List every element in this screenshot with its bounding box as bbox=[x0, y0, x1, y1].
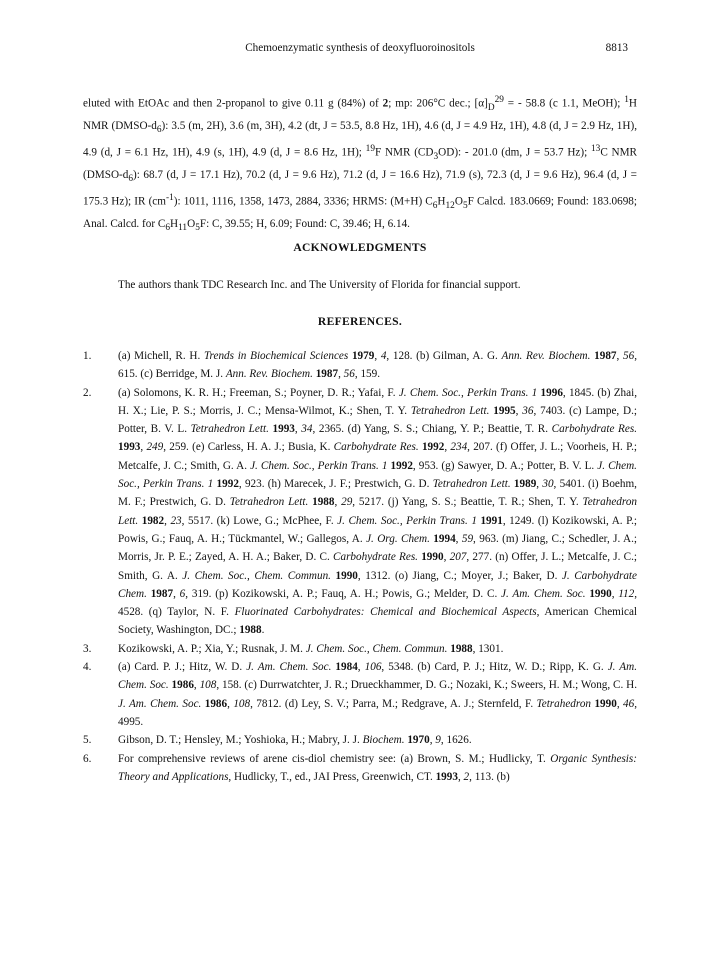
page-number: 8813 bbox=[605, 42, 628, 54]
reference-number: 3. bbox=[83, 642, 92, 655]
reference-text: Gibson, D. T.; Hensley, M.; Yoshioka, H.; Mabry, J. J. Biochem. 1970, 9, 1626. bbox=[118, 734, 472, 747]
reference-item bbox=[83, 347, 637, 384]
reference-item bbox=[83, 384, 637, 640]
reference-text: (a) Solomons, K. R. H.; Freeman, S.; Poyner, D. R.; Yafai, F. J. Chem. Soc., Perkin Trans. 1 1996, 1845. (b) Zhai, H. X.; Lie, P. S.; Morris, J. C.; Mensa-Wilmot, K.; Shen, T. Y. Tetrahedron Lett. 1995, 36, 7403. (c) Lampe, D.; Potter, B. V. L. Tetrahedron Lett. 1993, 34, 2365. (d) Yang, S. S.; Chiang, Y. P.; Beattie, T. R. Carbohydrate Res. 1993, 249, 259. (e) Carless, H. A. J.; Busia, K. Carbohydrate Res. 1992, 234, 207. (f) Offer, J. L.; Voorheis, H. P.; Metcalfe, J. C.; Smith, G. A. J. Chem. Soc., Perkin Trans. 1 1992, 953. (g) Sawyer, D. A.; Potter, B. V. L. J. Chem. Soc., Perkin Trans. 1 1992, 923. (h) Marecek, J. F.; Prestwich, G. D. Tetrahedron Lett. 1989, 30, 5401. (i) Boehm, M. F.; Prestwich, G. D. Tetrahedron Lett. 1988, 29, 5217. (j) Yang, S. S.; Beattie, T. R.; Shen, T. Y. Tetrahedron Lett. 1982, 23, 5517. (k) Lowe, G.; McPhee, F. J. Chem. Soc., Perkin Trans. 1 1991, 1249. (l) Kozikowski, A. P.; Powis, G.; Fauq, A. H.; Tückmantel, W.; Gallegos, A. J. Org. Chem. 1994, 59, 963. (m) Jiang, C.; Schedler, J. A.; Morris, Jr. P. E.; Zayed, A. H. A.; Baker, D. C. Carbohydrate Res. 1990, 207, 277. (n) Offer, J. L.; Metcalfe, J. C.; Smith, G. A. J. Chem. Soc., Chem. Commun. 1990, 1312. (o) Jiang, C.; Moyer, J.; Baker, D. J. Carbohydrate Chem. 1987, 6, 319. (p) Kozikowski, A. P.; Fauq, A. H.; Powis, G.; Melder, D. C. J. Am. Chem. Soc. 1990, 112, 4528. (q) Taylor, N. F. Fluorinated Carbohydrates: Chemical and Biochemical Aspects, American Chemical Society, Washington, DC.; 1988. bbox=[118, 386, 638, 637]
acknowledgments-text: The authors thank TDC Research Inc. and The University of Florida for financial support. bbox=[118, 279, 521, 291]
reference-text: (a) Card. P. J.; Hitz, W. D. J. Am. Chem. Soc. 1984, 106, 5348. (b) Card, P. J.; Hitz, W. D.; Ripp, K. G. J. Am. Chem. Soc. 1986, 108, 158. (c) Durrwatchter, J. R.; Drueckhammer, D. G.; Nozaki, K.; Sweers, H. M.; Wong, C. H. J. Am. Chem. Soc. 1986, 108, 7812. (d) Ley, S. V.; Parra, M.; Redgrave, A. J.; Sternfeld, F. Tetrahedron 1990, 46, 4995. bbox=[118, 661, 638, 728]
reference-text: (a) Michell, R. H. Trends in Biochemical Sciences 1979, 4, 128. (b) Gilman, A. G. Ann. Rev. Biochem. 1987, 56, 615. (c) Berridge, M. J. Ann. Rev. Biochem. 1987, 56, 159. bbox=[118, 350, 637, 381]
reference-number: 2. bbox=[83, 386, 92, 399]
reference-text: Kozikowski, A. P.; Xia, Y.; Rusnak, J. M. J. Chem. Soc., Chem. Commun. 1988, 1301. bbox=[118, 642, 504, 655]
references-heading: REFERENCES. bbox=[317, 315, 403, 328]
reference-item bbox=[83, 640, 637, 658]
reference-item bbox=[83, 731, 637, 749]
reference-list bbox=[83, 347, 637, 786]
reference-number: 6. bbox=[83, 752, 92, 765]
experimental-paragraph: eluted with EtOAc and then 2-propanol to give 0.11 g (84%) of 2; mp: 206°C dec.; $[\alpha]_D^{29}$ = - 58.8 (c 1.1, MeOH); $^1$H NMR $(DMSO-d_6)$: 3.5 (m, 2H), 3.6 (m, 3H), 4.2 (dt, J = 53.5, 8.8 Hz, 1H), 4.6 (d, J = 4.9 Hz, 1H), 4.8 (d, J = 2.9 Hz, 1H), 4.9 (d, J = 6.1 Hz, 1H), 4.9 (s, 1H), 4.9 (d, J = 8.6 Hz, 1H); $^{19}$F NMR $(CD_3OD)$: - 201.0 (dm, J = 53.7 Hz); $^{13}$C NMR $(DMSO-d_6)$: 68.7 (d, J = 17.1 Hz), 70.2 (d, J = 9.6 Hz), 71.2 (d, J = 16.6 Hz), 71.9 (s), 72.3 (d, J = 9.6 Hz), 96.4 (d, J = 175.3 Hz); IR $(cm^{-1})$: 1011, 1116, 1358, 1473, 2884, 3336; HRMS: (M+H) $C_6H_{12}O_5F$ Calcd. 183.0669; Found: 183.0698; Anal. Calcd. for $C_6H_{11}O_5F$: C, 39.55; H, 6.09; Found: C, 39.46; H, 6.14. bbox=[83, 95, 638, 234]
acknowledgments-heading: ACKNOWLEDGMENTS bbox=[293, 241, 427, 254]
reference-item bbox=[83, 750, 637, 787]
reference-number: 1. bbox=[83, 350, 92, 362]
reference-number: 4. bbox=[83, 661, 92, 674]
running-title: Chemoenzymatic synthesis of deoxyfluoroinositols bbox=[245, 42, 475, 54]
reference-text: For comprehensive reviews of arene cis-diol chemistry see: (a) Brown, S. M.; Hudlicky, T. Organic Synthesis: Theory and Applications, Hudlicky, T., ed., JAI Press, Greenwich, CT. 1993, 2, 113. (b) bbox=[118, 752, 637, 783]
reference-number: 5. bbox=[83, 734, 92, 747]
reference-item bbox=[83, 658, 637, 731]
